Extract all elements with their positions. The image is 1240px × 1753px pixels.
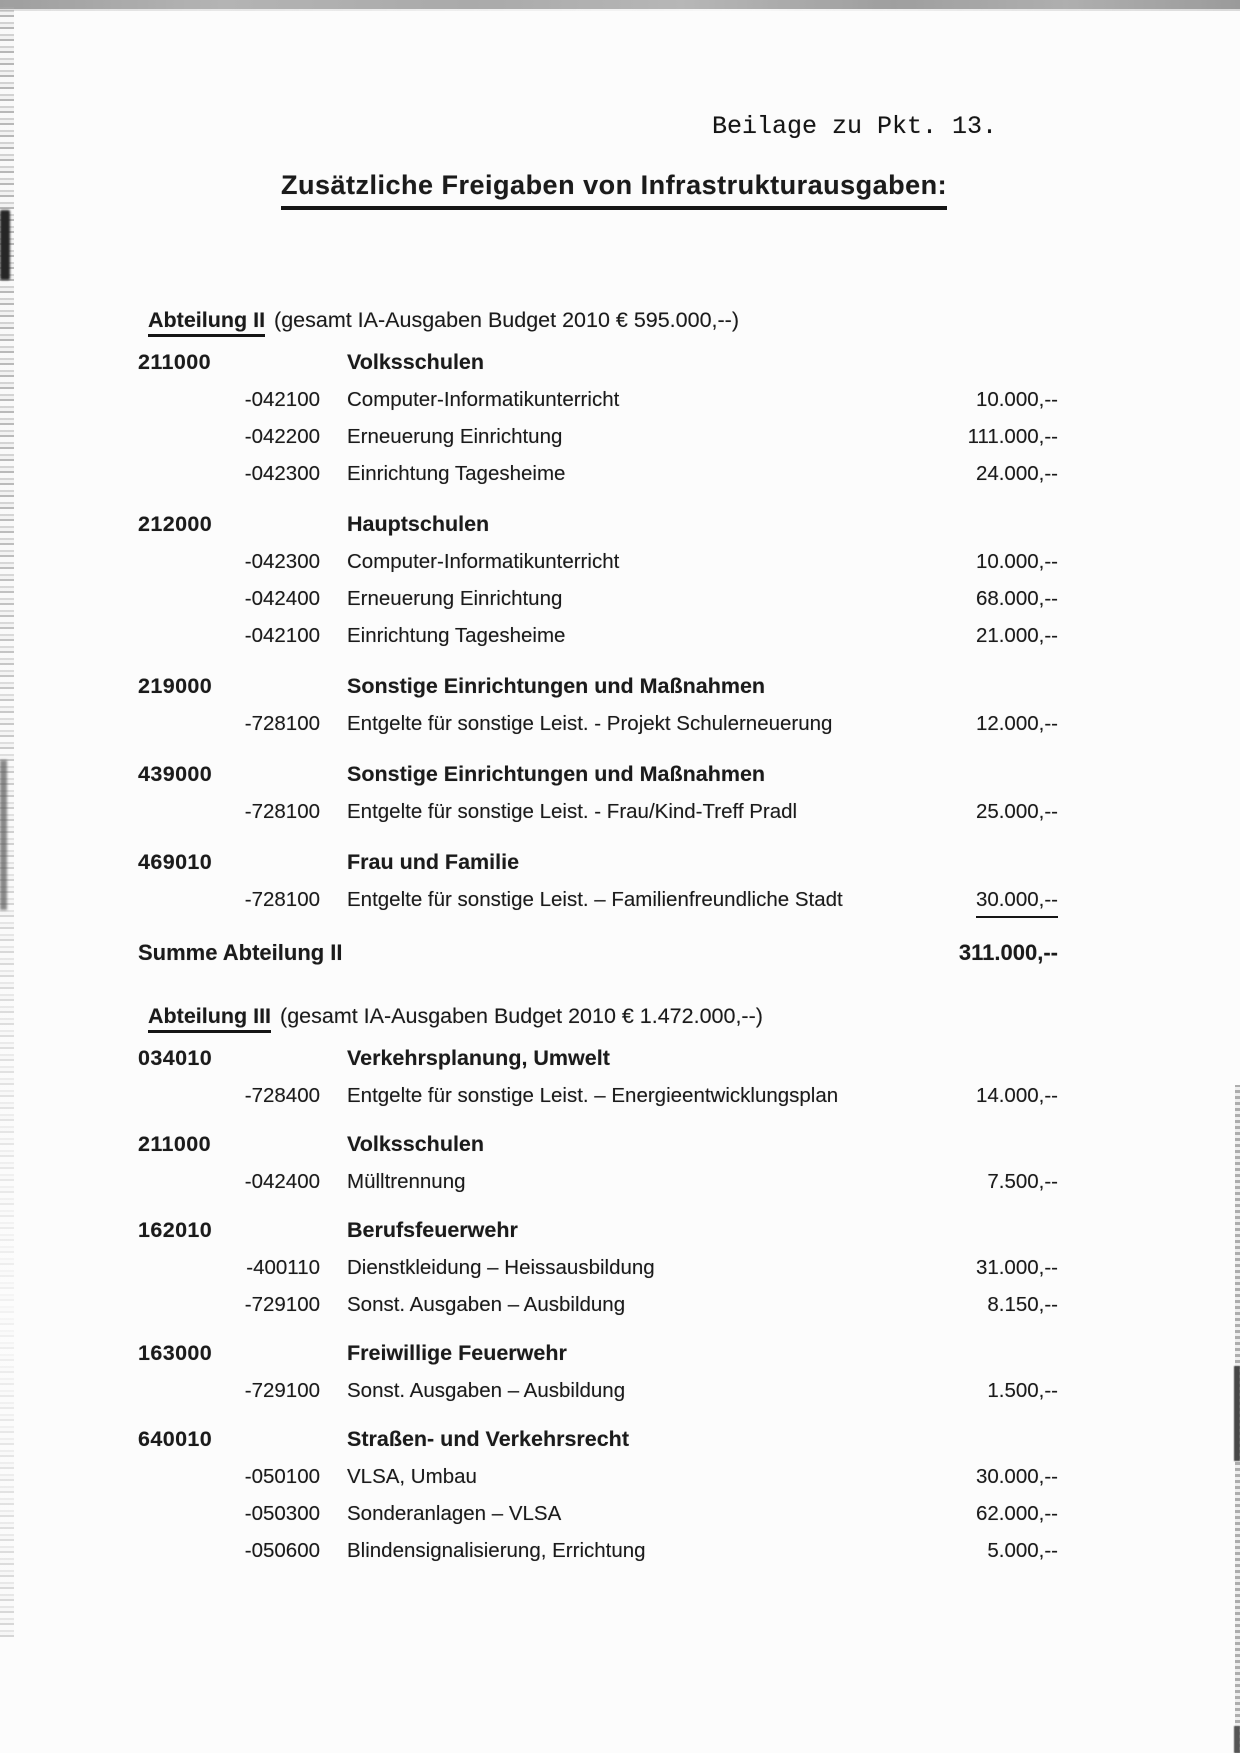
budget-line-item (138, 1290, 1058, 1320)
account-code: -042400 (244, 1170, 320, 1193)
group-header-row (138, 759, 1058, 789)
group-header-row (138, 1129, 1058, 1159)
account-code: -042300 (244, 462, 320, 485)
budget-group (138, 1043, 1058, 1111)
item-amount: 30.000,-- (976, 885, 1058, 918)
section-abteilung-ii (138, 305, 1058, 968)
item-amount: 8.150,-- (987, 1293, 1058, 1316)
budget-group (138, 671, 1058, 739)
account-code: -050100 (244, 1465, 320, 1488)
budget-line-item (138, 584, 1058, 614)
account-code: -042100 (244, 624, 320, 647)
item-amount: 10.000,-- (975, 550, 1058, 573)
group-title: Sonstige Einrichtungen und Maßnahmen (347, 762, 766, 786)
group-header-row (138, 671, 1058, 701)
budget-group (138, 847, 1058, 918)
group-title: Verkehrsplanung, Umwelt (347, 1046, 610, 1070)
budget-line-item (138, 1536, 1058, 1566)
functional-code: 034010 (138, 1046, 213, 1070)
group-header-row (138, 1424, 1058, 1454)
group-title: Frau und Familie (347, 850, 520, 874)
item-description: Sonst. Ausgaben – Ausbildung (347, 1293, 626, 1316)
item-description: Sonst. Ausgaben – Ausbildung (347, 1379, 626, 1402)
account-code: -729100 (244, 1293, 320, 1316)
scan-artifact-right-blob (1234, 1366, 1240, 1461)
functional-code: 211000 (138, 1132, 211, 1156)
budget-group (138, 347, 1058, 489)
item-amount: 7.500,-- (987, 1170, 1058, 1193)
functional-code: 219000 (138, 674, 213, 698)
item-amount: 1.500,-- (987, 1379, 1058, 1402)
group-title: Volksschulen (347, 350, 485, 374)
section-heading (148, 1001, 1058, 1031)
functional-code: 162010 (138, 1218, 213, 1242)
group-title: Berufsfeuerwehr (347, 1218, 518, 1242)
item-amount: 24.000,-- (975, 462, 1058, 485)
item-amount: 14.000,-- (975, 1084, 1058, 1107)
item-amount: 111.000,-- (967, 425, 1058, 448)
item-description: Blindensignalisierung, Errichtung (347, 1539, 646, 1562)
budget-line-item (138, 1499, 1058, 1529)
item-description: Sonderanlagen – VLSA (347, 1502, 562, 1525)
section-heading-budget: (gesamt IA-Ausgaben Budget 2010 € 1.472.000,--) (280, 1004, 763, 1028)
item-description: Dienstkleidung – Heissausbildung (347, 1256, 655, 1279)
group-title: Freiwillige Feuerwehr (347, 1341, 567, 1365)
item-amount: 30.000,-- (975, 1465, 1058, 1488)
account-code: -729100 (244, 1379, 320, 1402)
budget-line-item (138, 797, 1058, 827)
page-title: Zusätzliche Freigaben von Infrastrukturausgaben: (281, 170, 947, 210)
account-code: -042400 (244, 587, 320, 610)
item-amount: 68.000,-- (975, 587, 1058, 610)
budget-line-item (138, 1376, 1058, 1406)
item-description: Einrichtung Tagesheime (347, 462, 566, 485)
budget-group (138, 759, 1058, 827)
functional-code: 640010 (138, 1427, 213, 1451)
section-heading (148, 305, 1058, 335)
budget-line-item (138, 1167, 1058, 1197)
budget-line-item (138, 1462, 1058, 1492)
item-description: Computer-Informatikunterricht (347, 388, 620, 411)
summary-label: Summe Abteilung II (138, 940, 343, 965)
account-code: -728100 (244, 712, 320, 735)
item-description: Computer-Informatikunterricht (347, 550, 620, 573)
functional-code: 211000 (138, 350, 211, 374)
item-description: Erneuerung Einrichtung (347, 425, 563, 448)
account-code: -050300 (244, 1502, 320, 1525)
group-header-row (138, 1215, 1058, 1245)
group-header-row (138, 509, 1058, 539)
item-description: Entgelte für sonstige Leist. – Energieentwicklungsplan (347, 1084, 839, 1107)
budget-line-item (138, 385, 1058, 415)
budget-line-item (138, 1081, 1058, 1111)
account-code: -042300 (244, 550, 320, 573)
group-header-row (138, 1338, 1058, 1368)
scan-artifact-left-blob-2 (0, 760, 7, 910)
item-amount: 25.000,-- (975, 800, 1058, 823)
item-amount: 62.000,-- (975, 1502, 1058, 1525)
item-amount: 12.000,-- (975, 712, 1058, 735)
summary-amount: 311.000,-- (958, 940, 1058, 965)
item-description: Entgelte für sonstige Leist. – Familienfreundliche Stadt (347, 888, 843, 911)
budget-group (138, 509, 1058, 651)
account-code: -042200 (244, 425, 320, 448)
group-title: Sonstige Einrichtungen und Maßnahmen (347, 674, 766, 698)
scan-artifact-top-band (0, 0, 1240, 9)
budget-group (138, 1215, 1058, 1320)
item-description: Entgelte für sonstige Leist. - Frau/Kind-Treff Pradl (347, 800, 798, 823)
group-header-row (138, 1043, 1058, 1073)
corner-note: Beilage zu Pkt. 13. (712, 112, 998, 141)
budget-line-item (138, 422, 1058, 452)
budget-group (138, 1424, 1058, 1566)
functional-code: 439000 (138, 762, 213, 786)
item-amount: 21.000,-- (975, 624, 1058, 647)
scan-artifact-right-blob-2 (1234, 1726, 1240, 1753)
section-heading-title: Abteilung II (148, 308, 265, 337)
scan-artifact-left-blob (0, 210, 10, 280)
functional-code: 469010 (138, 850, 213, 874)
functional-code: 163000 (138, 1341, 213, 1365)
section-abteilung-iii (138, 1001, 1058, 1584)
account-code: -728400 (244, 1084, 320, 1107)
section-summary-row (138, 938, 1058, 968)
group-header-row (138, 847, 1058, 877)
account-code: -400110 (246, 1256, 320, 1279)
item-amount: 10.000,-- (975, 388, 1058, 411)
item-description: Entgelte für sonstige Leist. - Projekt Schulerneuerung (347, 712, 833, 735)
item-description: Mülltrennung (347, 1170, 466, 1193)
section-heading-budget: (gesamt IA-Ausgaben Budget 2010 € 595.000,--) (274, 308, 739, 332)
group-title: Volksschulen (347, 1132, 485, 1156)
section-heading-title: Abteilung III (148, 1004, 271, 1033)
item-amount: 5.000,-- (987, 1539, 1058, 1562)
group-header-row (138, 347, 1058, 377)
budget-group (138, 1338, 1058, 1406)
item-description: Einrichtung Tagesheime (347, 624, 566, 647)
budget-line-item (138, 459, 1058, 489)
item-description: VLSA, Umbau (347, 1465, 477, 1488)
budget-line-item (138, 621, 1058, 651)
budget-group (138, 1129, 1058, 1197)
budget-line-item (138, 709, 1058, 739)
item-description: Erneuerung Einrichtung (347, 587, 563, 610)
account-code: -728100 (244, 800, 320, 823)
functional-code: 212000 (138, 512, 213, 536)
budget-line-item (138, 547, 1058, 577)
item-amount: 31.000,-- (975, 1256, 1058, 1279)
budget-line-item (138, 885, 1058, 918)
budget-line-item (138, 1253, 1058, 1283)
group-title: Straßen- und Verkehrsrecht (347, 1427, 629, 1451)
group-title: Hauptschulen (347, 512, 490, 536)
account-code: -728100 (244, 888, 320, 911)
account-code: -042100 (244, 388, 320, 411)
account-code: -050600 (244, 1539, 320, 1562)
